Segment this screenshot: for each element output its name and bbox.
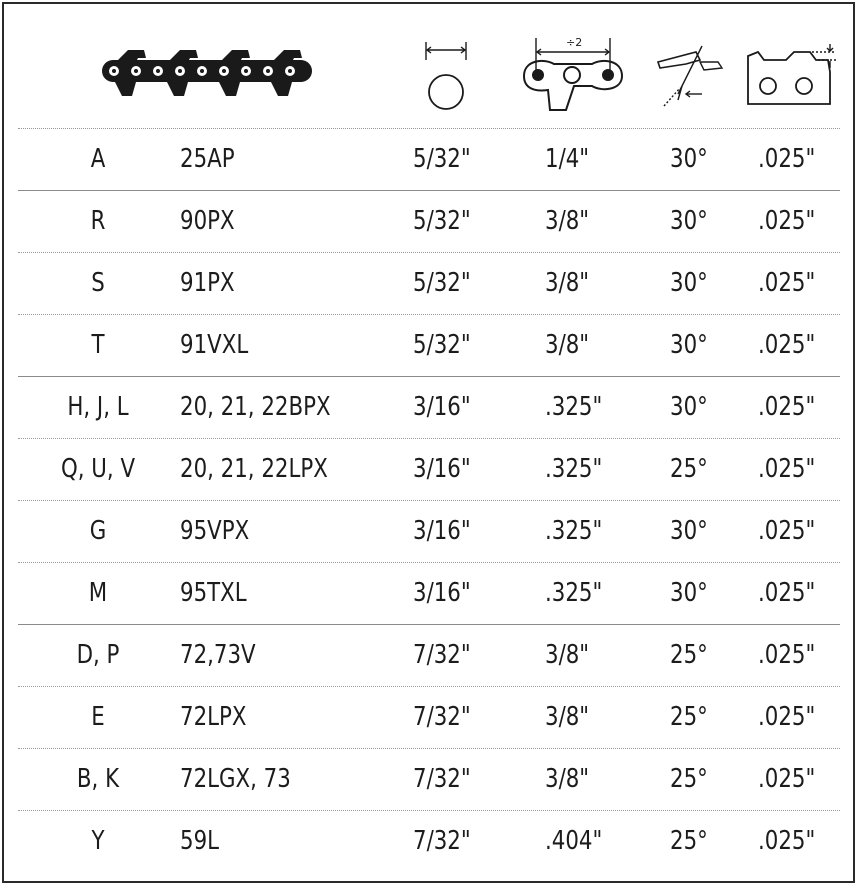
filing-angle: 30° [670, 578, 708, 608]
chain-code: Y [91, 826, 105, 856]
chain-code: B, K [76, 764, 120, 794]
depth-gauge: .025" [758, 826, 816, 856]
filing-angle: 30° [670, 206, 708, 236]
table-row [18, 624, 840, 686]
file-size: 3/16" [413, 516, 471, 546]
file-size: 3/16" [413, 392, 471, 422]
chain-code: H, J, L [67, 392, 129, 422]
depth-gauge: .025" [758, 144, 816, 174]
filing-angle: 30° [670, 516, 708, 546]
table-row [18, 810, 840, 872]
pitch-divisor-label: ÷2 [566, 36, 583, 49]
chain-chart-frame [2, 2, 855, 883]
chain-pitch: 3/8" [545, 702, 590, 732]
chain-code: D, P [76, 640, 120, 670]
chain-model: 91PX [180, 268, 235, 298]
chain-pitch: .325" [545, 516, 603, 546]
filing-angle: 30° [670, 330, 708, 360]
filing-angle-icon [656, 42, 728, 112]
chain-code: R [90, 206, 106, 236]
filing-angle: 30° [670, 268, 708, 298]
filing-angle: 30° [670, 144, 708, 174]
chain-pitch: 1/4" [545, 144, 590, 174]
table-row [18, 190, 840, 252]
file-size: 7/32" [413, 764, 471, 794]
depth-gauge: .025" [758, 392, 816, 422]
file-size: 5/32" [413, 144, 471, 174]
chain-code: M [88, 578, 108, 608]
depth-gauge: .025" [758, 268, 816, 298]
filing-angle: 25° [670, 826, 708, 856]
table-row [18, 314, 840, 376]
file-size: 3/16" [413, 578, 471, 608]
chain-model: 72LPX [180, 702, 247, 732]
chain-pitch: 3/8" [545, 330, 590, 360]
depth-gauge: .025" [758, 206, 816, 236]
depth-gauge: .025" [758, 702, 816, 732]
chain-code: A [90, 144, 106, 174]
chain-model: 72LGX, 73 [180, 764, 291, 794]
filing-angle: 25° [670, 454, 708, 484]
file-size: 5/32" [413, 206, 471, 236]
chain-pitch: 3/8" [545, 764, 590, 794]
chain-model: 72,73V [180, 640, 256, 670]
depth-gauge: .025" [758, 454, 816, 484]
chain-code: G [89, 516, 107, 546]
chain-pitch: .325" [545, 392, 603, 422]
table-row [18, 252, 840, 314]
chain-model: 20, 21, 22LPX [180, 454, 328, 484]
file-size: 5/32" [413, 268, 471, 298]
chain-code: T [91, 330, 105, 360]
filing-angle: 25° [670, 640, 708, 670]
chain-model: 20, 21, 22BPX [180, 392, 331, 422]
depth-gauge: .025" [758, 640, 816, 670]
depth-gauge: .025" [758, 764, 816, 794]
file-size: 3/16" [413, 454, 471, 484]
table-row [18, 562, 840, 624]
depth-gauge: .025" [758, 330, 816, 360]
chain-model: 90PX [180, 206, 235, 236]
file-size: 7/32" [413, 640, 471, 670]
depth-gauge: .025" [758, 578, 816, 608]
depth-gauge: .025" [758, 516, 816, 546]
file-diameter-icon [422, 40, 472, 112]
file-size: 7/32" [413, 826, 471, 856]
chain-pitch: 3/8" [545, 268, 590, 298]
table-row [18, 128, 840, 190]
chain-pitch: .404" [545, 826, 603, 856]
filing-angle: 30° [670, 392, 708, 422]
chain-pitch: 3/8" [545, 640, 590, 670]
depth-gauge-icon [742, 42, 838, 110]
table-row [18, 748, 840, 810]
chain-code: E [91, 702, 105, 732]
saw-chain-icon [100, 44, 314, 104]
chain-model: 91VXL [180, 330, 249, 360]
chain-model: 95VPX [180, 516, 250, 546]
chain-model: 95TXL [180, 578, 247, 608]
chain-pitch: .325" [545, 454, 603, 484]
chain-code: S [91, 268, 105, 298]
filing-angle: 25° [670, 764, 708, 794]
table-row [18, 500, 840, 562]
file-size: 5/32" [413, 330, 471, 360]
header-row [4, 4, 853, 128]
filing-angle: 25° [670, 702, 708, 732]
chain-code: Q, U, V [60, 454, 136, 484]
table-row [18, 438, 840, 500]
chain-pitch: 3/8" [545, 206, 590, 236]
chain-model: 59L [180, 826, 220, 856]
table-row [18, 686, 840, 748]
chain-model: 25AP [180, 144, 235, 174]
table-row [18, 376, 840, 438]
chain-pitch-icon [514, 30, 632, 126]
file-size: 7/32" [413, 702, 471, 732]
chain-pitch: .325" [545, 578, 603, 608]
